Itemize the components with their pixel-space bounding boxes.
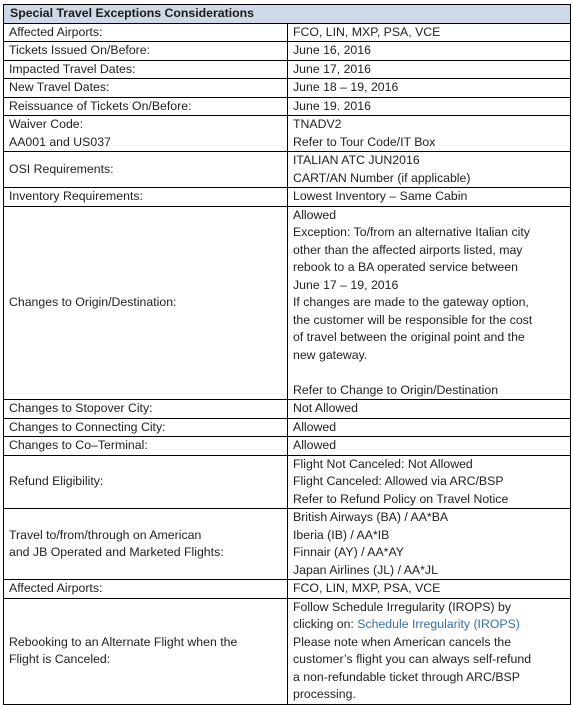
row-label-line: AA001 and US037	[9, 134, 111, 149]
row-value-line: FCO, LIN, MXP, PSA, VCE	[293, 581, 441, 595]
row-value	[288, 152, 571, 188]
table-row	[4, 152, 571, 188]
table-row	[4, 509, 571, 580]
row-value	[288, 23, 571, 42]
row-value	[288, 79, 571, 98]
row-value-line: Japan Airlines (JL) / AA*JL	[293, 562, 438, 577]
row-label	[4, 598, 288, 704]
row-value-line: rebook to a BA operated service between	[293, 260, 518, 274]
row-label-line: Changes to Stopover City:	[9, 401, 153, 415]
table-row	[4, 97, 571, 116]
row-value-line: clicking on: Schedule Irregularity (IROPS)	[293, 617, 520, 631]
row-value-line: Finnair (AY) / AA*AY	[293, 545, 404, 559]
table-row	[4, 580, 571, 599]
row-label-line: Changes to Connecting City:	[9, 419, 166, 434]
row-value-line: other than the affected airports listed, may	[293, 242, 523, 257]
row-value	[288, 400, 571, 419]
table-title: Special Travel Exceptions Considerations	[4, 5, 571, 24]
row-label	[4, 42, 288, 61]
row-value-line: a non-refundable ticket through ARC/BSP	[293, 669, 520, 684]
row-label	[4, 23, 288, 42]
row-value	[288, 116, 571, 152]
row-value-line: Refer to Tour Code/IT Box	[293, 134, 436, 149]
row-value-line: CART/AN Number (if applicable)	[293, 170, 471, 185]
row-value-line: Exception: To/from an alternative Italian city	[293, 225, 530, 239]
row-label-line: Refund Eligibility:	[9, 474, 104, 488]
exceptions-table	[3, 4, 571, 705]
row-label-line: OSI Requirements:	[9, 161, 114, 176]
table-row	[4, 418, 571, 437]
row-label	[4, 60, 288, 79]
row-value	[288, 188, 571, 207]
row-value-line: Iberia (IB) / AA*IB	[293, 527, 390, 542]
row-value-line: Allowed	[293, 207, 337, 222]
row-value-line: processing.	[293, 687, 356, 701]
row-value-line: June 18 – 19, 2016	[293, 80, 399, 94]
row-value-line: FCO, LIN, MXP, PSA, VCE	[293, 24, 441, 39]
row-label	[4, 79, 288, 98]
row-value-line: June 17 – 19, 2016	[293, 277, 399, 292]
table-row	[4, 79, 571, 98]
table-row	[4, 116, 571, 152]
row-label	[4, 509, 288, 580]
row-label	[4, 188, 288, 207]
table-row	[4, 206, 571, 400]
row-value	[288, 509, 571, 580]
row-value-line: Refer to Refund Policy on Travel Notice	[293, 491, 509, 506]
row-value-line: Not Allowed	[293, 401, 358, 415]
row-label-line: New Travel Dates:	[9, 80, 110, 94]
table-row	[4, 42, 571, 61]
row-label-line: Changes to Co–Terminal:	[9, 438, 148, 452]
row-value	[288, 60, 571, 79]
row-value-line: Flight Canceled: Allowed via ARC/BSP	[293, 474, 504, 488]
row-label-line: Travel to/from/through on American	[9, 527, 202, 542]
table-row	[4, 60, 571, 79]
row-label	[4, 400, 288, 419]
row-label	[4, 206, 288, 400]
row-value	[288, 598, 571, 704]
row-label-line: Inventory Requirements:	[9, 189, 143, 203]
row-label	[4, 455, 288, 509]
row-value	[288, 206, 571, 400]
row-value	[288, 418, 571, 437]
row-value-line: Allowed	[293, 419, 337, 434]
table-row	[4, 188, 571, 207]
row-label-line: Reissuance of Tickets On/Before:	[9, 98, 192, 113]
row-value-line: If changes are made to the gateway option,	[293, 295, 529, 309]
row-value	[288, 455, 571, 509]
row-label-line: Changes to Origin/Destination:	[9, 295, 177, 309]
row-label-line: Flight is Canceled:	[9, 652, 111, 666]
row-value-line: TNADV2	[293, 117, 342, 131]
row-label-line: Tickets Issued On/Before:	[9, 43, 151, 57]
table-row	[4, 23, 571, 42]
row-label-line: Affected Airports:	[9, 24, 103, 39]
table-header-row	[4, 5, 571, 24]
row-label	[4, 418, 288, 437]
row-value-line: ITALIAN ATC JUN2016	[293, 153, 420, 167]
row-label	[4, 437, 288, 456]
row-value	[288, 97, 571, 116]
irops-link[interactable]: Schedule Irregularity (IROPS)	[357, 617, 520, 631]
row-value-line: new gateway.	[293, 347, 368, 362]
row-value-line: Please note when American cancels the	[293, 634, 512, 649]
row-value-line: Allowed	[293, 438, 337, 452]
blank-line	[293, 364, 567, 382]
row-value-line: Lowest Inventory – Same Cabin	[293, 189, 468, 203]
row-label-line: Waiver Code:	[9, 117, 84, 131]
row-value-line: customer’s flight you can always self-refund	[293, 652, 532, 666]
row-value-line: Refer to Change to Origin/Destination	[293, 382, 499, 397]
row-label	[4, 97, 288, 116]
row-value-line: Flight Not Canceled: Not Allowed	[293, 456, 473, 471]
row-value-line: June 17, 2016	[293, 61, 371, 76]
row-label-line: and JB Operated and Marketed Flights:	[9, 545, 224, 559]
row-value	[288, 42, 571, 61]
table-row	[4, 598, 571, 704]
table-row	[4, 400, 571, 419]
row-value-line: the customer will be responsible for the cost	[293, 312, 533, 327]
row-value-line: Follow Schedule Irregularity (IROPS) by	[293, 599, 512, 614]
table-row	[4, 437, 571, 456]
table-row	[4, 455, 571, 509]
row-value-line: June 19. 2016	[293, 98, 371, 113]
row-value-line: British Airways (BA) / AA*BA	[293, 510, 449, 524]
row-label-line: Rebooking to an Alternate Flight when the	[9, 634, 238, 649]
row-value	[288, 580, 571, 599]
row-value-line: of travel between the original point and the	[293, 330, 525, 344]
row-label	[4, 152, 288, 188]
row-label	[4, 580, 288, 599]
row-value	[288, 437, 571, 456]
row-value-line: June 16, 2016	[293, 43, 371, 57]
row-label-line: Impacted Travel Dates:	[9, 61, 136, 76]
row-label-line: Affected Airports:	[9, 581, 103, 595]
row-label	[4, 116, 288, 152]
